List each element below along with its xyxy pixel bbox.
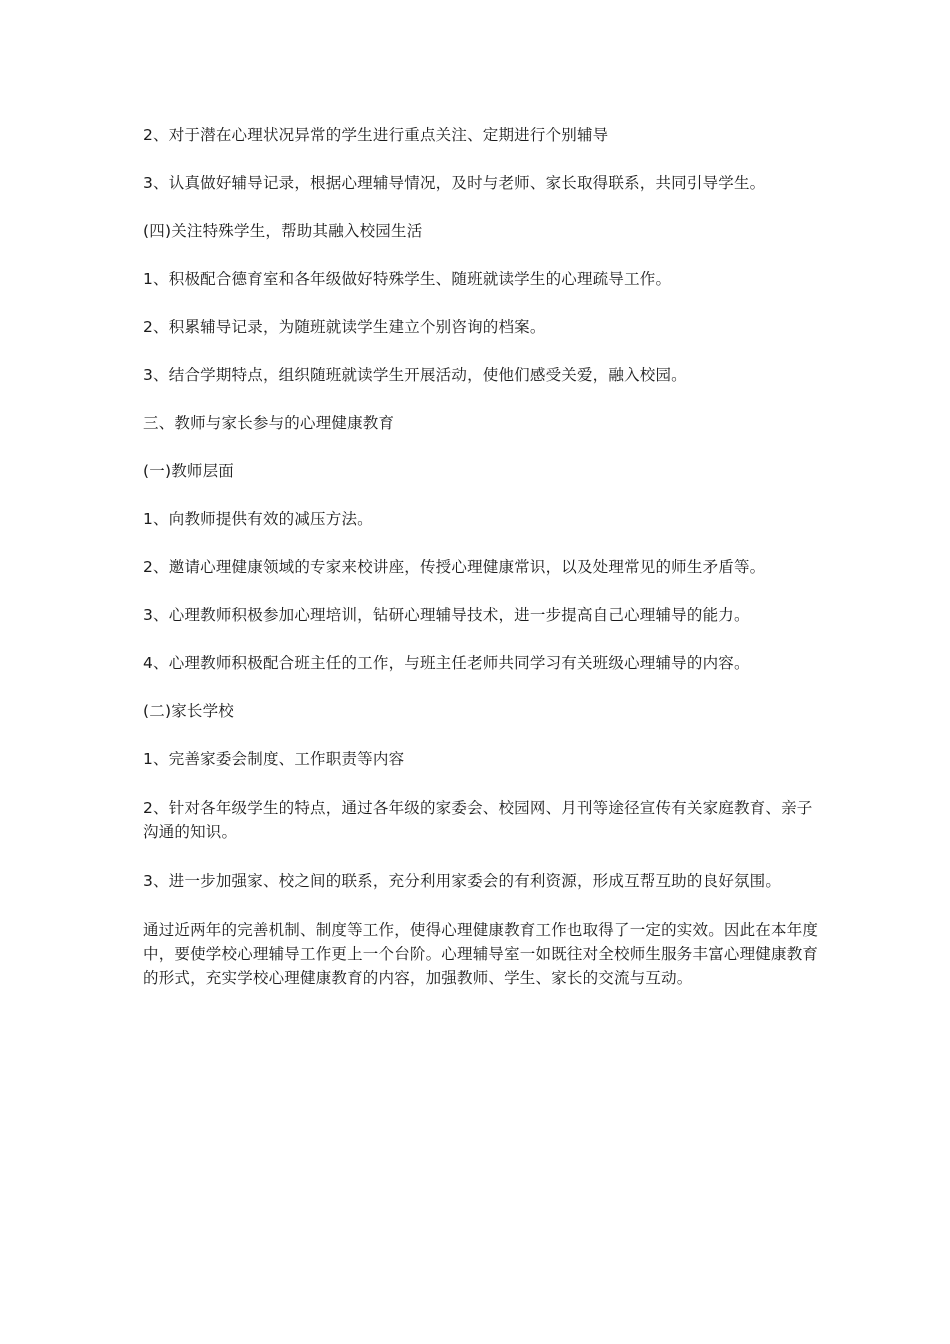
paragraph-item-3-records: 3、认真做好辅导记录，根据心理辅导情况，及时与老师、家长取得联系，共同引导学生。 (143, 174, 766, 192)
section-heading-special-students: (四)关注特殊学生，帮助其融入校园生活 (143, 222, 423, 240)
paragraph-item-2-archive: 2、积累辅导记录，为随班就读学生建立个别咨询的档案。 (143, 318, 546, 336)
subsection-heading-parent-school: (二)家长学校 (143, 702, 234, 720)
paragraph-item-1-cooperate: 1、积极配合德育室和各年级做好特殊学生、随班就读学生的心理疏导工作。 (143, 270, 672, 288)
paragraph-item-3-training: 3、心理教师积极参加心理培训，钻研心理辅导技术，进一步提高自己心理辅导的能力。 (143, 606, 750, 624)
paragraph-item-4-class-teacher: 4、心理教师积极配合班主任的工作，与班主任老师共同学习有关班级心理辅导的内容。 (143, 654, 750, 672)
paragraph-conclusion: 通过近两年的完善机制、制度等工作，使得心理健康教育工作也取得了一定的实效。因此在本年度中，要使学校心理辅导工作更上一个台阶。心理辅导室一如既往对全校师生服务丰富心理健康教育的形式，充实学校心理健康教育的内容，加强教师、学生、家长的交流与互动。 (143, 921, 819, 987)
section-heading-teachers-parents: 三、教师与家长参与的心理健康教育 (143, 414, 395, 432)
document-body (143, 124, 823, 990)
paragraph-item-2-lectures: 2、邀请心理健康领域的专家来校讲座，传授心理健康常识，以及处理常见的师生矛盾等。 (143, 558, 766, 576)
paragraph-item-1-committee: 1、完善家委会制度、工作职责等内容 (143, 750, 405, 768)
paragraph-item-2-focus: 2、对于潜在心理状况异常的学生进行重点关注、定期进行个别辅导 (143, 126, 609, 144)
paragraph-item-3-home-school: 3、进一步加强家、校之间的联系，充分利用家委会的有利资源，形成互帮互助的良好氛围。 (143, 872, 782, 890)
subsection-heading-teachers: (一)教师层面 (143, 462, 234, 480)
paragraph-item-3-activities: 3、结合学期特点，组织随班就读学生开展活动，使他们感受关爱，融入校园。 (143, 366, 687, 384)
paragraph-item-1-stress: 1、向教师提供有效的减压方法。 (143, 510, 373, 528)
paragraph-item-2-publicity: 2、针对各年级学生的特点，通过各年级的家委会、校园网、月刊等途径宣传有关家庭教育、亲子沟通的知识。 (143, 799, 813, 841)
